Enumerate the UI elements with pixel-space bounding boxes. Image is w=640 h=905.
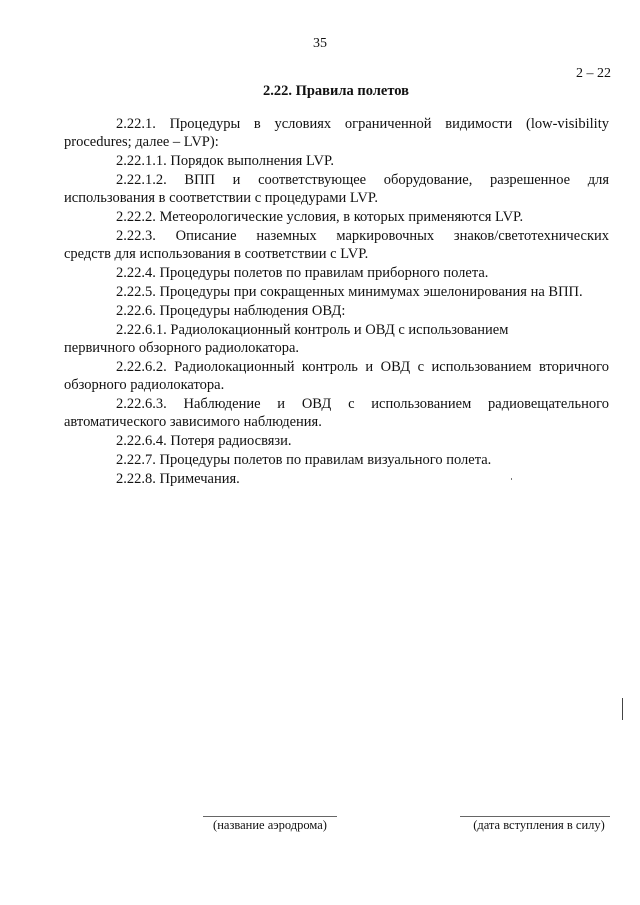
list-item <box>64 264 609 282</box>
item-line: 2.22.7. Процедуры полетов по правилам визуального полета. <box>116 452 492 468</box>
list-item <box>64 451 609 469</box>
item-line: 2.22.1.1. Порядок выполнения LVP. <box>116 153 335 169</box>
item-line: 2.22.6.3. Наблюдение и ОВД с использованием радиовещательного <box>116 396 609 412</box>
aerodrome-name-line <box>203 816 337 817</box>
page-number: 35 <box>313 36 327 51</box>
item-line: первичного обзорного радиолокатора. <box>64 340 300 356</box>
list-item <box>64 171 609 207</box>
list-item <box>64 395 609 431</box>
list-item <box>64 283 609 301</box>
item-line: 2.22.2. Метеорологические условия, в которых применяются LVP. <box>116 209 524 225</box>
item-line: средств для использования в соответствии с LVP. <box>64 246 369 262</box>
item-line: 2.22.1.2. ВПП и соответствующее оборудование, разрешенное для <box>116 172 609 188</box>
effective-date-label: (дата вступления в силу) <box>473 818 605 832</box>
list-item <box>64 115 609 151</box>
margin-dot <box>511 478 512 480</box>
item-line: 2.22.6.4. Потеря радиосвязи. <box>116 433 292 449</box>
item-line: 2.22.4. Процедуры полетов по правилам приборного полета. <box>116 265 489 281</box>
item-line: 2.22.3. Описание наземных маркировочных знаков/светотехнических <box>116 228 609 244</box>
item-line: 2.22.5. Процедуры при сокращенных минимумах эшелонирования на ВПП. <box>116 284 583 300</box>
list-item <box>64 358 609 394</box>
item-line: 2.22.8. Примечания. <box>116 471 240 487</box>
item-line: 2.22.1. Процедуры в условиях ограниченной видимости (low-visibility <box>116 116 609 132</box>
margin-mark <box>622 698 623 720</box>
list-item <box>64 227 609 263</box>
item-line: обзорного радиолокатора. <box>64 377 225 393</box>
list-item <box>64 208 609 226</box>
list-item <box>64 302 609 320</box>
section-code: 2 – 22 <box>576 66 611 81</box>
section-title: 2.22. Правила полетов <box>262 83 410 99</box>
list-item <box>64 321 609 357</box>
aerodrome-name-label: (название аэродрома) <box>213 818 327 832</box>
list-item <box>64 152 609 170</box>
item-line: 2.22.6.1. Радиолокационный контроль и ОВД с использованием <box>116 322 509 338</box>
list-item <box>64 470 609 488</box>
item-line: 2.22.6. Процедуры наблюдения ОВД: <box>116 303 346 319</box>
item-line: 2.22.6.2. Радиолокационный контроль и ОВД с использованием вторичного <box>116 359 609 375</box>
item-line: procedures; далее – LVP): <box>64 134 219 150</box>
effective-date-line <box>460 816 610 817</box>
content-list <box>64 115 609 488</box>
item-line: автоматического зависимого наблюдения. <box>64 414 322 430</box>
item-line: использования в соответствии с процедурами LVP. <box>64 190 378 206</box>
list-item <box>64 432 609 450</box>
